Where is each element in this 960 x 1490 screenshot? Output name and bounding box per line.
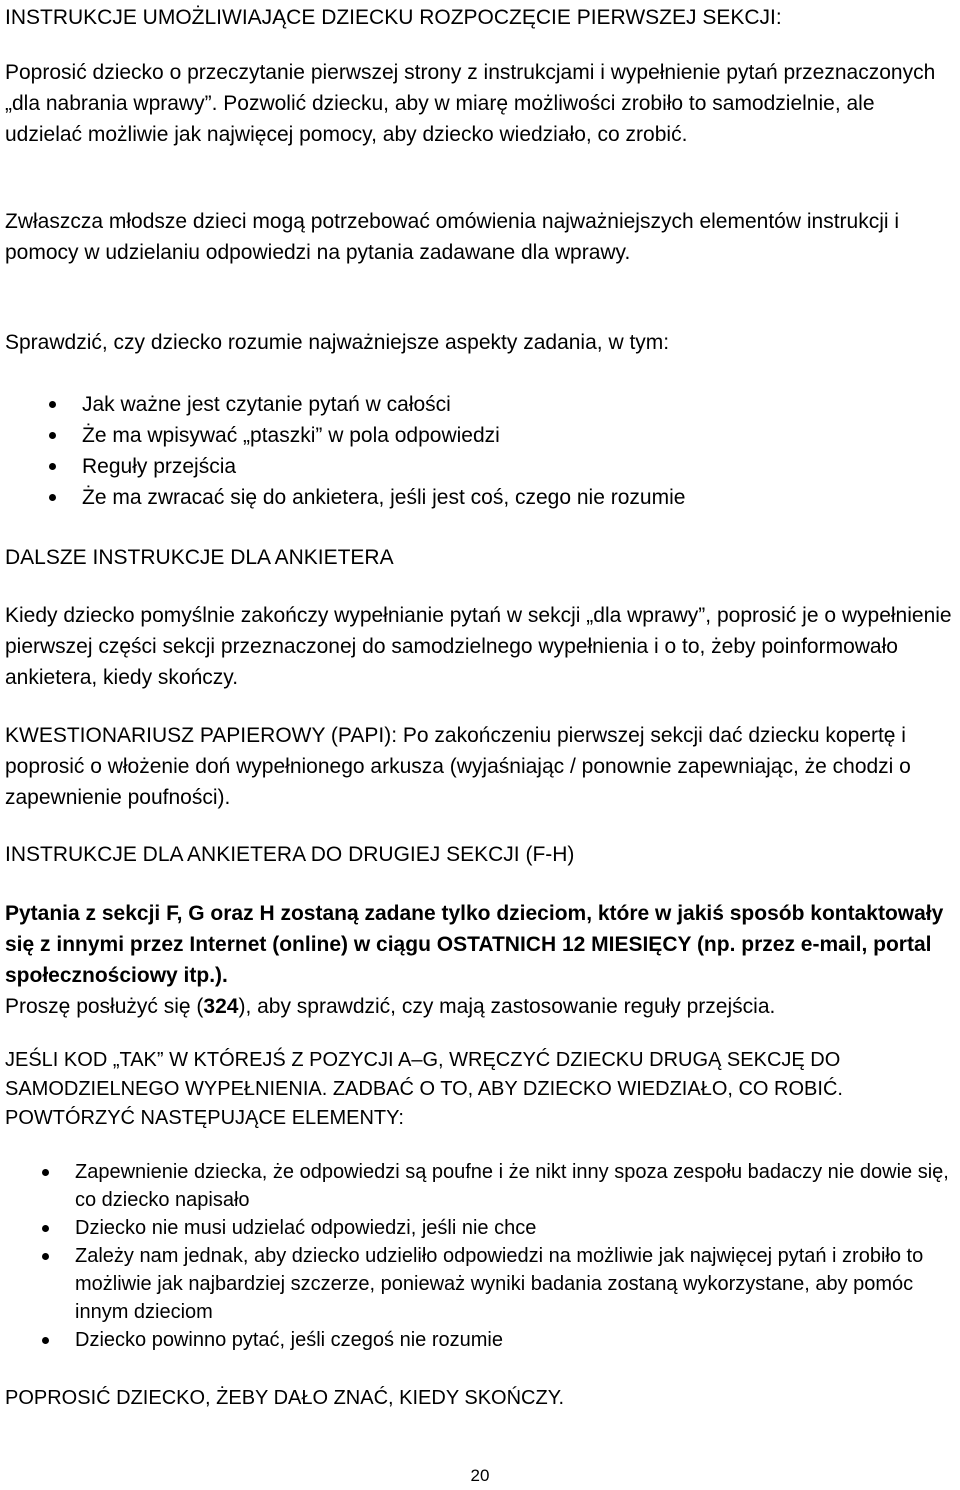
routing-text-pre: Proszę posłużyć się ( — [5, 995, 204, 1018]
list-task-aspects — [5, 389, 955, 513]
list-item-text: Dziecko powinno pytać, jeśli czegoś nie rozumie — [75, 1329, 503, 1351]
list-item — [5, 451, 955, 482]
paragraph-papi: KWESTIONARIUSZ PAPIEROWY (PAPI): Po zakończeniu pierwszej sekcji dać dziecku kopertę i poprosić o włożenie doń wypełnionego arkusza (wyjaśniając / ponownie zapewniając, że chodzi o zapewnienie poufności). — [5, 724, 911, 809]
bullet-icon — [42, 1337, 49, 1344]
list-item-text: Że ma wpisywać „ptaszki” w pola odpowiedzi — [82, 424, 500, 447]
paragraph-younger-children: Zwłaszcza młodsze dzieci mogą potrzebować omówienia najważniejszych elementów instrukcji i pomocy w udzielaniu odpowiedzi na pytania zadawane dla wprawy. — [5, 210, 900, 264]
bullet-icon — [42, 1169, 49, 1176]
list-item-text: Że ma zwracać się do ankietera, jeśli jest coś, czego nie rozumie — [82, 486, 686, 509]
heading-first-section: INSTRUKCJE UMOŻLIWIAJĄCE DZIECKU ROZPOCZĘCIE PIERWSZEJ SEKCJI: — [5, 6, 782, 29]
paragraph-let-know-when-done: POPROSIĆ DZIECKO, ŻEBY DAŁO ZNAĆ, KIEDY SKOŃCZY. — [5, 1387, 565, 1409]
paragraph-hand-second-section: JEŚLI KOD „TAK” W KTÓREJŚ Z POZYCJI A–G, WRĘCZYĆ DZIECKU DRUGĄ SEKCJĘ DO SAMODZIELNEGO WYPEŁNIENIA. ZADBAĆ O TO, ABY DZIECKO WIEDZIAŁO, CO ROBIĆ. POWTÓRZYĆ NASTĘPUJĄCE ELEMENTY: — [5, 1049, 843, 1129]
bullet-icon — [49, 401, 56, 408]
list-item — [5, 1158, 955, 1214]
heading-second-section: INSTRUKCJE DLA ANKIETERA DO DRUGIEJ SEKCJI (F-H) — [5, 843, 575, 866]
list-item-text: Zależy nam jednak, aby dziecko udzieliło odpowiedzi na możliwie jak najwięcej pytań i zrobiło to możliwie jak najbardziej szczerze, ponieważ wyniki badania zostaną wykorzystane, aby pomóc innym dzieciom — [75, 1245, 924, 1323]
bullet-icon — [49, 432, 56, 439]
list-item-text: Dziecko nie musi udzielać odpowiedzi, jeśli nie chce — [75, 1217, 537, 1239]
list-item-text: Zapewnienie dziecka, że odpowiedzi są poufne i że nikt inny spoza zespołu badaczy nie dowie się, co dziecko napisało — [75, 1161, 949, 1211]
bullet-icon — [49, 463, 56, 470]
list-item — [5, 1242, 955, 1326]
paragraph-read-instructions: Poprosić dziecko o przeczytanie pierwszej strony z instrukcjami i wypełnienie pytań przeznaczonych „dla nabrania wprawy”. Pozwolić dziecku, aby w miarę możliwości zrobiło to samodzielnie, ale udzielać możliwie jak najwięcej pomocy, aby dziecko wiedziało, co zrobić. — [5, 61, 936, 146]
list-item-text: Jak ważne jest czytanie pytań w całości — [82, 393, 451, 416]
paragraph-after-practice: Kiedy dziecko pomyślnie zakończy wypełnianie pytań w sekcji „dla wprawy”, poprosić je o wypełnienie pierwszej części sekcji przeznaczonej do samodzielnego wypełnienia i o to, żeby poinformowało ankietera, kiedy skończy. — [5, 604, 952, 689]
routing-text-post: ), aby sprawdzić, czy mają zastosowanie reguły przejścia. — [238, 995, 776, 1018]
list-item — [5, 1214, 955, 1242]
bullet-icon — [49, 494, 56, 501]
list-item — [5, 482, 955, 513]
list-item — [5, 420, 955, 451]
routing-code: 324 — [203, 995, 239, 1018]
bullet-icon — [42, 1225, 49, 1232]
list-item — [5, 1326, 955, 1354]
paragraph-check-understanding: Sprawdzić, czy dziecko rozumie najważniejsze aspekty zadania, w tym: — [5, 331, 670, 354]
heading-further-instructions: DALSZE INSTRUKCJE DLA ANKIETERA — [5, 546, 394, 569]
list-item — [5, 389, 955, 420]
page-number: 20 — [470, 1466, 490, 1485]
section-fgh-condition: Pytania z sekcji F, G oraz H zostaną zadane tylko dzieciom, które w jakiś sposób kontaktowały się z innymi przez Internet (online) w ciągu OSTATNICH 12 MIESIĘCY (np. przez e-mail, portal społecznościowy itp.). — [5, 902, 944, 987]
list-item-text: Reguły przejścia — [82, 455, 237, 478]
bullet-icon — [42, 1253, 49, 1260]
paragraph-section-fgh — [5, 898, 955, 1022]
list-repeat-elements — [5, 1158, 955, 1354]
